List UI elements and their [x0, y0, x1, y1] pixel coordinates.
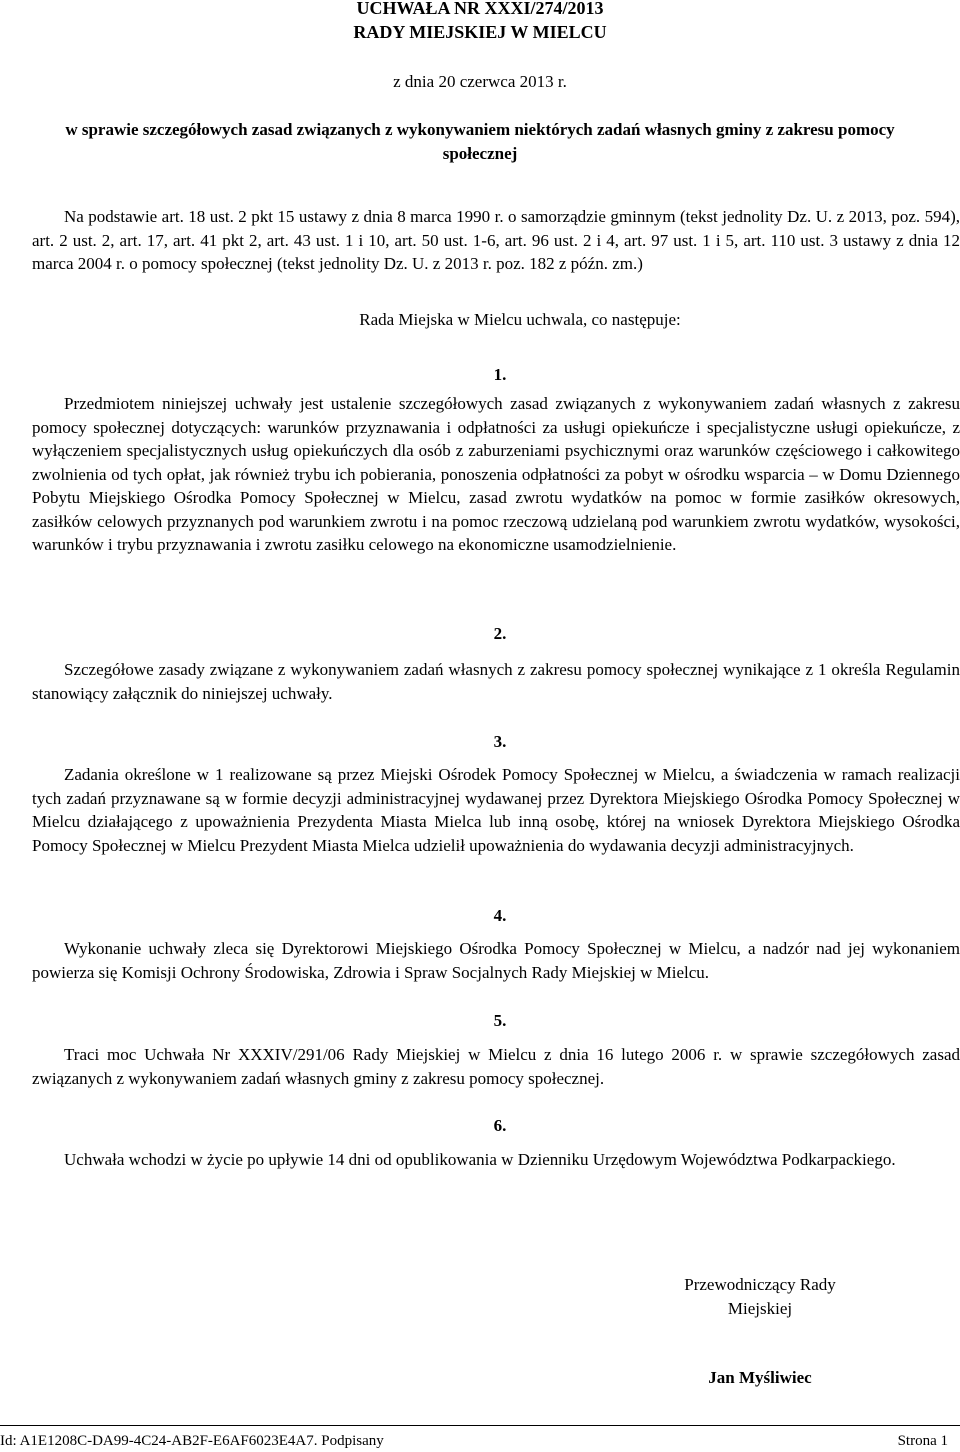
resolution-date: z dnia 20 czerwca 2013 r. — [393, 72, 567, 91]
paragraph-text: Przedmiotem niniejszej uchwały jest ustalenie szczegółowych zasad związanych z wykonywaniem zadań własnych z zakresu pomocy społecznej dotyczących: warunków przyznawania i odpłatności za usługi opiekuńcze i specjalistyczne usługi opiekuńcze, z wyłączeniem specjalistycznych usług opiekuńczych dla osób z zaburzeniami psychicznymi oraz warunków częściowego i całkowitego zwolnienia od tych opłat, jak również trybu ich pobierania, ponoszenia odpłatności za pobyt w ośrodku wsparcia – w Domu Dziennego Pobytu Miejskiego Ośrodka Pomocy Społecznej w Mielcu, zasad zwrotu wydatków na pomoc w formie zasiłków okresowych, zasiłków celowych przyznanych pod warunkiem zwrotu i na pomoc rzeczową udzielaną pod warunkiem zwrotu wydatków, wysokości, warunków i trybu przyznawania i zwrotu zasiłku celowego na ekonomiczne usamodzielnienie. — [32, 394, 960, 554]
paragraph-number: 2. — [493, 624, 507, 643]
paragraph-text: Szczegółowe zasady związane z wykonywaniem zadań własnych z zakresu pomocy społecznej wynikające z 1 określa Regulamin stanowiący załącznik do niniejszej uchwały. — [32, 660, 960, 703]
resolution-subject: w sprawie szczegółowych zasad związanych z wykonywaniem niektórych zadań własnych gminy z zakresu pomocy społecznej — [65, 120, 895, 163]
paragraph-text: Zadania określone w 1 realizowane są przez Miejski Ośrodek Pomocy Społecznej w Mielcu, a świadczenia w ramach realizacji tych zadań przyznawane są w formie decyzji administracyjnej wydawanej przez Dyrektora Miejskiego Ośrodka Pomocy Społecznej w Mielcu działającego z upoważnienia Prezydenta Miasta Mielca lub inną osobę, której na wniosek Dyrektora Miejskiego Ośrodka Pomocy Społecznej w Mielcu Prezydent Miasta Mielca udzielił upoważnienia do wydawania decyzji administracyjnych. — [32, 765, 960, 855]
document-id: Id: A1E1208C-DA99-4C24-AB2F-E6AF6023E4A7. Podpisany — [0, 1433, 384, 1449]
page-number: Strona 1 — [897, 1433, 948, 1449]
paragraph-text: Wykonanie uchwały zleca się Dyrektorowi Miejskiego Ośrodka Pomocy Społecznej w Mielcu, a nadzór nad jej wykonaniem powierza się Komisji Ochrony Środowiska, Zdrowia i Spraw Socjalnych Rady Miejskiej w Mielcu. — [32, 939, 960, 982]
paragraph-number: 1. — [493, 365, 507, 384]
page-footer — [0, 1425, 960, 1449]
paragraph-number: 4. — [493, 906, 507, 925]
paragraph-number: 5. — [493, 1011, 507, 1030]
signatory-name: Jan Myśliwiec — [708, 1368, 812, 1387]
paragraph-text: Traci moc Uchwała Nr XXXIV/291/06 Rady Miejskiej w Mielcu z dnia 16 lutego 2006 r. w sprawie szczegółowych zasad związanych z wykonywaniem zadań własnych gminy z zakresu pomocy społecznej. — [32, 1045, 960, 1088]
signatory-role — [600, 1273, 920, 1320]
resolves-clause: Rada Miejska w Mielcu uchwala, co następuje: — [359, 310, 681, 329]
council-name: RADY MIEJSKIEJ W MIELCU — [353, 22, 607, 42]
resolution-title: UCHWAŁA NR XXXI/274/2013 — [356, 0, 604, 18]
signatory-role-line2: Miejskiej — [727, 1298, 793, 1318]
paragraph-number: 6. — [493, 1116, 507, 1135]
legal-basis: Na podstawie art. 18 ust. 2 pkt 15 ustawy z dnia 8 marca 1990 r. o samorządzie gminnym (tekst jednolity Dz. U. z 2013, poz. 594), art. 2 ust. 2, art. 17, art. 41 pkt 2, art. 43 ust. 1 i 10, art. 50 ust. 1-6, art. 96 ust. 2 i 4, art. 97 ust. 1 i 5, art. 110 ust. 3 ustawy z dnia 12 marca 2004 r. o pomocy społecznej (tekst jednolity Dz. U. z 2013 r. poz. 182 z późn. zm.) — [32, 207, 960, 274]
paragraph-number: 3. — [493, 732, 507, 751]
paragraph-text: Uchwała wchodzi w życie po upływie 14 dni od opublikowania w Dzienniku Urzędowym Województwa Podkarpackiego. — [64, 1150, 896, 1169]
signatory-role-line1: Przewodniczący Rady — [684, 1275, 836, 1294]
